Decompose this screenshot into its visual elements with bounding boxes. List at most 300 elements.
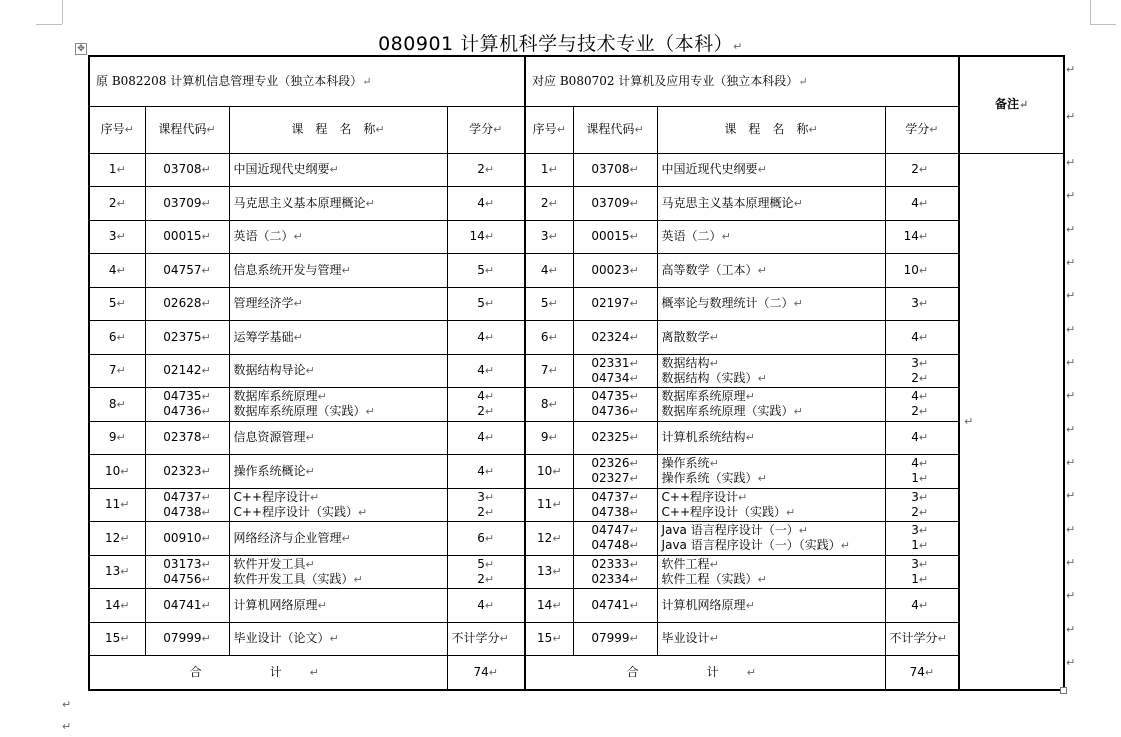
col-name-right: 课 程 名 称↵	[657, 106, 885, 153]
paragraph-mark: ↵	[733, 40, 743, 53]
cell-line: 软件开发工具（实践）↵	[233, 571, 363, 586]
cell-line: 中国近现代史纲要↵	[233, 162, 339, 177]
cell-line: 计算机网络原理↵	[661, 597, 755, 612]
cell-line: 04737↵	[591, 489, 639, 504]
cell-line: 1↵	[911, 471, 929, 486]
left-course-name	[229, 287, 447, 321]
left-course-name	[229, 354, 447, 388]
row-no-left: 3↵	[89, 220, 145, 254]
cell-line: 2↵	[477, 504, 495, 519]
col-credit-right: 学分↵	[885, 106, 959, 153]
col-name-left: 课 程 名 称↵	[229, 106, 447, 153]
row-no-right: 11↵	[525, 488, 573, 522]
right-credit	[885, 421, 959, 455]
cell-line: 管理经济学↵	[233, 296, 303, 311]
section-header-row	[89, 56, 1064, 106]
cell-line: 网络经济与企业管理↵	[233, 530, 351, 545]
right-credit	[885, 622, 959, 656]
right-credit	[885, 522, 959, 556]
paragraph-mark: ↵	[62, 720, 72, 733]
row-no-right: 6↵	[525, 321, 573, 355]
right-credit	[885, 220, 959, 254]
right-course-code	[573, 321, 657, 355]
right-course-name	[657, 354, 885, 388]
col-code-left: 课程代码↵	[145, 106, 229, 153]
row-no-left: 1↵	[89, 153, 145, 187]
cell-line: C++程序设计↵	[661, 489, 748, 504]
cell-line: 数据库系统原理↵	[661, 389, 755, 404]
cell-line: 02378↵	[163, 430, 211, 445]
col-no-right: 序号↵	[525, 106, 573, 153]
right-course-code	[573, 522, 657, 556]
paragraph-mark: ↵	[1066, 423, 1076, 436]
table-row	[89, 488, 1064, 522]
cell-line: 4↵	[477, 597, 495, 612]
cell-line: 2↵	[477, 571, 495, 586]
cell-line: 4↵	[911, 456, 929, 471]
cell-line: 4↵	[477, 329, 495, 344]
row-no-left: 5↵	[89, 287, 145, 321]
left-credit	[447, 455, 525, 489]
right-course-name	[657, 522, 885, 556]
left-course-code	[145, 354, 229, 388]
col-credit-left: 学分↵	[447, 106, 525, 153]
paragraph-mark: ↵	[1066, 456, 1076, 469]
cell-line: 04738↵	[591, 504, 639, 519]
cell-line: 计算机网络原理↵	[233, 597, 327, 612]
cell-line: 2↵	[477, 162, 495, 177]
cell-line: 5↵	[477, 262, 495, 277]
table-row	[89, 388, 1064, 422]
right-course-name	[657, 220, 885, 254]
cell-line: 00015↵	[163, 229, 211, 244]
cell-line: 4↵	[477, 363, 495, 378]
cell-line: 14↵	[469, 229, 495, 244]
row-no-left: 14↵	[89, 589, 145, 623]
total-row	[89, 656, 1064, 690]
row-no-left: 2↵	[89, 187, 145, 221]
paragraph-mark: ↵	[62, 698, 72, 711]
cell-line: C++程序设计（实践）↵	[661, 504, 796, 519]
table-row	[89, 455, 1064, 489]
left-course-code	[145, 220, 229, 254]
cell-line: 04735↵	[591, 389, 639, 404]
left-credit	[447, 254, 525, 288]
left-course-name	[229, 220, 447, 254]
cell-line: 数据结构（实践）↵	[661, 370, 767, 385]
cell-line: 4↵	[911, 389, 929, 404]
right-course-name	[657, 187, 885, 221]
table-row	[89, 187, 1064, 221]
remark-header: 备注↵	[959, 56, 1064, 153]
cell-line: 03708↵	[591, 162, 639, 177]
cell-line: 4↵	[477, 463, 495, 478]
right-credit	[885, 354, 959, 388]
left-credit	[447, 388, 525, 422]
table-row	[89, 220, 1064, 254]
left-course-name	[229, 622, 447, 656]
cell-line: 3↵	[911, 556, 929, 571]
cell-line: 不计学分↵	[889, 631, 947, 646]
cell-line: 4↵	[477, 195, 495, 210]
cell-line: 运筹学基础↵	[233, 329, 303, 344]
row-no-left: 11↵	[89, 488, 145, 522]
left-section-title: 原 B082208 计算机信息管理专业（独立本科段）↵	[89, 56, 525, 106]
cell-line: 3↵	[911, 296, 929, 311]
right-course-code	[573, 455, 657, 489]
left-course-code	[145, 488, 229, 522]
row-no-right: 14↵	[525, 589, 573, 623]
paragraph-mark: ↵	[1066, 156, 1076, 169]
right-course-name	[657, 321, 885, 355]
left-course-name	[229, 555, 447, 589]
crop-mark-top-right	[1090, 0, 1091, 24]
right-course-code	[573, 388, 657, 422]
cell-line: 毕业设计（论文）↵	[233, 631, 339, 646]
paragraph-mark: ↵	[1066, 189, 1076, 202]
cell-line: 04747↵	[591, 523, 639, 538]
left-credit	[447, 354, 525, 388]
right-course-code	[573, 354, 657, 388]
right-course-name	[657, 287, 885, 321]
cell-line: 马克思主义基本原理概论↵	[661, 195, 803, 210]
crop-mark-top-left-h	[36, 24, 62, 25]
cell-line: 信息系统开发与管理↵	[233, 262, 351, 277]
cell-line: 4↵	[477, 430, 495, 445]
table-row	[89, 153, 1064, 187]
table-row	[89, 287, 1064, 321]
cell-line: 07999↵	[591, 631, 639, 646]
cell-line: 马克思主义基本原理概论↵	[233, 195, 375, 210]
paragraph-mark: ↵	[1066, 489, 1076, 502]
paragraph-mark: ↵	[964, 414, 974, 428]
right-course-code	[573, 421, 657, 455]
col-no-left: 序号↵	[89, 106, 145, 153]
cell-line: 04734↵	[591, 370, 639, 385]
left-course-code	[145, 388, 229, 422]
cell-line: 02326↵	[591, 456, 639, 471]
row-no-right: 2↵	[525, 187, 573, 221]
row-no-right: 4↵	[525, 254, 573, 288]
cell-line: 2↵	[911, 162, 929, 177]
cell-line: 操作系统概论↵	[233, 463, 315, 478]
left-credit	[447, 589, 525, 623]
cell-line: 4↵	[911, 597, 929, 612]
right-total-label: 合 计↵	[525, 656, 885, 690]
left-course-name	[229, 187, 447, 221]
cell-line: 数据结构导论↵	[233, 363, 315, 378]
cell-line: 1↵	[911, 538, 929, 553]
cell-line: 3↵	[911, 355, 929, 370]
cell-line: 不计学分↵	[451, 631, 509, 646]
cell-line: 2↵	[911, 404, 929, 419]
cell-line: 高等数学（工本）↵	[661, 262, 767, 277]
paragraph-mark: ↵	[1066, 63, 1076, 76]
cell-line: 02327↵	[591, 471, 639, 486]
cell-line: 2↵	[911, 370, 929, 385]
cell-line: 3↵	[911, 523, 929, 538]
crop-mark-top-right-h	[1090, 24, 1116, 25]
left-course-code	[145, 622, 229, 656]
left-credit	[447, 153, 525, 187]
right-credit	[885, 589, 959, 623]
crop-mark-top-left	[62, 0, 63, 24]
row-no-right: 1↵	[525, 153, 573, 187]
cell-line: 02142↵	[163, 363, 211, 378]
right-course-code	[573, 555, 657, 589]
row-no-left: 6↵	[89, 321, 145, 355]
right-course-name	[657, 555, 885, 589]
left-course-code	[145, 455, 229, 489]
column-header-row	[89, 106, 1064, 153]
left-total-label: 合 计↵	[89, 656, 447, 690]
cell-line: 信息资源管理↵	[233, 430, 315, 445]
cell-line: C++程序设计↵	[233, 489, 320, 504]
cell-line: 数据库系统原理↵	[233, 389, 327, 404]
cell-line: 00023↵	[591, 262, 639, 277]
left-course-code	[145, 555, 229, 589]
table-move-handle-icon[interactable]: ✥	[75, 43, 87, 55]
cell-line: 04736↵	[163, 404, 211, 419]
cell-line: 02323↵	[163, 463, 211, 478]
paragraph-mark: ↵	[1066, 556, 1076, 569]
paragraph-mark: ↵	[1066, 110, 1076, 123]
row-no-right: 12↵	[525, 522, 573, 556]
table-resize-handle[interactable]	[1060, 687, 1067, 694]
right-credit	[885, 555, 959, 589]
left-course-code	[145, 321, 229, 355]
right-course-name	[657, 589, 885, 623]
cell-line: 数据库系统原理（实践）↵	[661, 404, 803, 419]
table-row	[89, 354, 1064, 388]
cell-line: 02628↵	[163, 296, 211, 311]
left-course-code	[145, 421, 229, 455]
right-course-name	[657, 421, 885, 455]
paragraph-mark: ↵	[1066, 656, 1076, 669]
cell-line: 4↵	[911, 195, 929, 210]
cell-line: Java 语言程序设计（一）↵	[661, 523, 808, 538]
right-total-value: 74↵	[885, 656, 959, 690]
left-credit	[447, 187, 525, 221]
right-credit	[885, 187, 959, 221]
cell-line: 2↵	[911, 504, 929, 519]
left-course-name	[229, 589, 447, 623]
cell-line: 02375↵	[163, 329, 211, 344]
row-no-left: 7↵	[89, 354, 145, 388]
paragraph-mark: ↵	[1066, 589, 1076, 602]
left-course-name	[229, 522, 447, 556]
cell-line: 02331↵	[591, 355, 639, 370]
left-total-value: 74↵	[447, 656, 525, 690]
table-row	[89, 555, 1064, 589]
left-course-code	[145, 153, 229, 187]
row-no-right: 3↵	[525, 220, 573, 254]
cell-line: 操作系统↵	[661, 456, 719, 471]
cell-line: 02197↵	[591, 296, 639, 311]
cell-line: 软件工程（实践）↵	[661, 571, 767, 586]
row-no-left: 12↵	[89, 522, 145, 556]
cell-line: 10↵	[903, 262, 929, 277]
cell-line: 软件开发工具↵	[233, 556, 315, 571]
paragraph-mark: ↵	[1066, 256, 1076, 269]
right-course-code	[573, 187, 657, 221]
cell-line: 计算机系统结构↵	[661, 430, 755, 445]
cell-line: 3↵	[477, 489, 495, 504]
cell-line: 00015↵	[591, 229, 639, 244]
right-course-code	[573, 589, 657, 623]
cell-line: 03709↵	[163, 195, 211, 210]
row-no-left: 9↵	[89, 421, 145, 455]
cell-line: 3↵	[911, 489, 929, 504]
cell-line: 02324↵	[591, 329, 639, 344]
right-credit	[885, 388, 959, 422]
left-course-name	[229, 421, 447, 455]
right-credit	[885, 321, 959, 355]
document-title: 080901 计算机科学与技术专业（本科）↵	[378, 33, 743, 55]
left-course-name	[229, 321, 447, 355]
right-credit	[885, 488, 959, 522]
left-course-name	[229, 488, 447, 522]
cell-line: 操作系统（实践）↵	[661, 471, 767, 486]
paragraph-mark: ↵	[1066, 523, 1076, 536]
cell-line: 1↵	[911, 571, 929, 586]
paragraph-mark: ↵	[1066, 323, 1076, 336]
right-section-title: 对应 B080702 计算机及应用专业（独立本科段）↵	[525, 56, 959, 106]
right-course-name	[657, 388, 885, 422]
cell-line: 00910↵	[163, 530, 211, 545]
cell-line: 04757↵	[163, 262, 211, 277]
table-row	[89, 589, 1064, 623]
row-no-left: 8↵	[89, 388, 145, 422]
left-course-code	[145, 522, 229, 556]
cell-line: 软件工程↵	[661, 556, 719, 571]
left-credit	[447, 421, 525, 455]
left-credit	[447, 622, 525, 656]
right-course-name	[657, 254, 885, 288]
paragraph-mark: ↵	[1066, 389, 1076, 402]
cell-line: 离散数学↵	[661, 329, 719, 344]
left-credit	[447, 287, 525, 321]
right-course-code	[573, 220, 657, 254]
row-no-right: 13↵	[525, 555, 573, 589]
cell-line: 02333↵	[591, 556, 639, 571]
right-credit	[885, 254, 959, 288]
left-credit	[447, 488, 525, 522]
row-no-right: 8↵	[525, 388, 573, 422]
cell-line: 2↵	[477, 404, 495, 419]
cell-line: 04741↵	[591, 597, 639, 612]
cell-line: Java 语言程序设计（一）（实践）↵	[661, 538, 850, 553]
cell-line: 04737↵	[163, 489, 211, 504]
left-course-code	[145, 287, 229, 321]
table-row	[89, 522, 1064, 556]
cell-line: 14↵	[903, 229, 929, 244]
row-no-right: 15↵	[525, 622, 573, 656]
cell-line: 02334↵	[591, 571, 639, 586]
right-course-code	[573, 622, 657, 656]
cell-line: 毕业设计↵	[661, 631, 719, 646]
cell-line: 4↵	[911, 329, 929, 344]
paragraph-mark: ↵	[1066, 289, 1076, 302]
right-course-name	[657, 455, 885, 489]
cell-line: 04741↵	[163, 597, 211, 612]
right-course-code	[573, 254, 657, 288]
table-row	[89, 321, 1064, 355]
cell-line: 4↵	[911, 430, 929, 445]
cell-line: 07999↵	[163, 631, 211, 646]
table-row	[89, 622, 1064, 656]
left-course-name	[229, 254, 447, 288]
right-credit	[885, 287, 959, 321]
cell-line: 英语（二）↵	[233, 229, 303, 244]
cell-line: 数据库系统原理（实践）↵	[233, 404, 375, 419]
cell-line: 04735↵	[163, 389, 211, 404]
row-no-left: 10↵	[89, 455, 145, 489]
remark-cell	[959, 153, 1064, 690]
right-credit	[885, 153, 959, 187]
cell-line: 02325↵	[591, 430, 639, 445]
left-course-name	[229, 455, 447, 489]
right-course-name	[657, 622, 885, 656]
row-no-right: 7↵	[525, 354, 573, 388]
row-no-right: 5↵	[525, 287, 573, 321]
left-course-code	[145, 254, 229, 288]
left-course-code	[145, 589, 229, 623]
left-course-code	[145, 187, 229, 221]
cell-line: 数据结构↵	[661, 355, 719, 370]
cell-line: 04756↵	[163, 571, 211, 586]
table-row	[89, 254, 1064, 288]
course-mapping-table	[88, 55, 1065, 691]
right-course-code	[573, 287, 657, 321]
cell-line: 03709↵	[591, 195, 639, 210]
cell-line: 03708↵	[163, 162, 211, 177]
row-no-left: 15↵	[89, 622, 145, 656]
row-no-left: 4↵	[89, 254, 145, 288]
cell-line: 4↵	[477, 389, 495, 404]
right-credit	[885, 455, 959, 489]
row-no-left: 13↵	[89, 555, 145, 589]
table-row	[89, 421, 1064, 455]
row-no-right: 9↵	[525, 421, 573, 455]
cell-line: 04736↵	[591, 404, 639, 419]
paragraph-mark: ↵	[1066, 356, 1076, 369]
right-course-name	[657, 488, 885, 522]
left-course-name	[229, 153, 447, 187]
cell-line: 6↵	[477, 530, 495, 545]
left-credit	[447, 321, 525, 355]
row-no-right: 10↵	[525, 455, 573, 489]
cell-line: 中国近现代史纲要↵	[661, 162, 767, 177]
col-code-right: 课程代码↵	[573, 106, 657, 153]
left-credit	[447, 522, 525, 556]
right-course-code	[573, 488, 657, 522]
cell-line: 英语（二）↵	[661, 229, 731, 244]
left-credit	[447, 220, 525, 254]
cell-line: 5↵	[477, 556, 495, 571]
left-course-name	[229, 388, 447, 422]
cell-line: 04748↵	[591, 538, 639, 553]
cell-line: C++程序设计（实践）↵	[233, 504, 368, 519]
cell-line: 03173↵	[163, 556, 211, 571]
right-course-code	[573, 153, 657, 187]
cell-line: 概率论与数理统计（二）↵	[661, 296, 803, 311]
right-course-name	[657, 153, 885, 187]
left-credit	[447, 555, 525, 589]
cell-line: 5↵	[477, 296, 495, 311]
paragraph-mark: ↵	[1066, 223, 1076, 236]
cell-line: 04738↵	[163, 504, 211, 519]
